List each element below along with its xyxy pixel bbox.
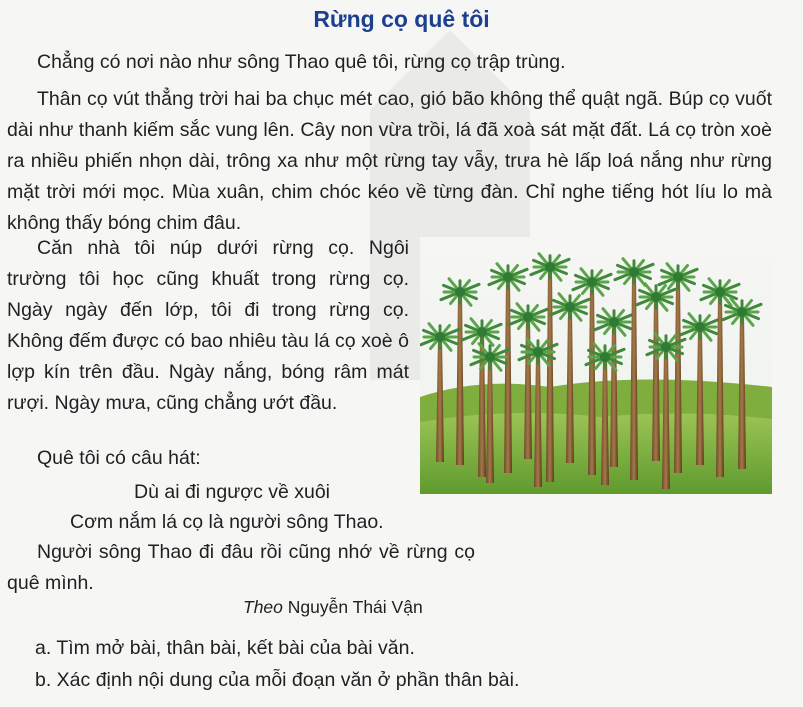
paragraph-house: Căn nhà tôi núp dưới rừng cọ. Ngôi trường tôi học cũng khuất trong rừng cọ. Ngày ngày đến lớp, tôi đi trong rừng cọ. Không đếm được có bao nhiêu tàu lá cọ xoè ô lợp kín trên đầu. Ngày nắng, bóng râm mát rượi. Ngày mưa, cũng chẳng ướt đầu. [7,237,409,414]
verse-line-2: Cơm nắm lá cọ là người sông Thao. [70,511,384,533]
paragraph-conclusion: Người sông Thao đi đâu rồi cũng nhớ về rừng cọ quê mình. [7,541,475,594]
palm-forest-illustration [420,237,772,494]
paragraph-song-intro: Quê tôi có câu hát: [37,447,201,469]
lesson-title: Rừng cọ quê tôi [313,6,490,32]
paragraph-intro: Chẳng có nơi nào như sông Thao quê tôi, rừng cọ trập trùng. [37,51,566,73]
question-a: a. Tìm mở bài, thân bài, kết bài của bài văn. [35,637,415,659]
source-credit [243,597,423,618]
source-prefix: Theo [243,597,283,617]
paragraph-trees: Thân cọ vút thẳng trời hai ba chục mét cao, gió bão không thể quật ngã. Búp cọ vuốt dài như thanh kiếm sắc vung lên. Cây non vừa trồi, lá đã xoà sát mặt đất. Lá cọ tròn xoè ra nhiều phiến nhọn dài, trông xa như một rừng tay vẫy, trưa hè lấp loá nắng như rừng mặt trời mới mọc. Mùa xuân, chim chóc kéo về từng đàn. Chỉ nghe tiếng hót líu lo mà không thấy bóng chim đâu. [7,88,772,234]
source-author: Nguyễn Thái Vận [287,597,423,617]
question-b: b. Xác định nội dung của mỗi đoạn văn ở phần thân bài. [35,669,520,691]
verse-line-1: Dù ai đi ngược về xuôi [134,481,331,503]
